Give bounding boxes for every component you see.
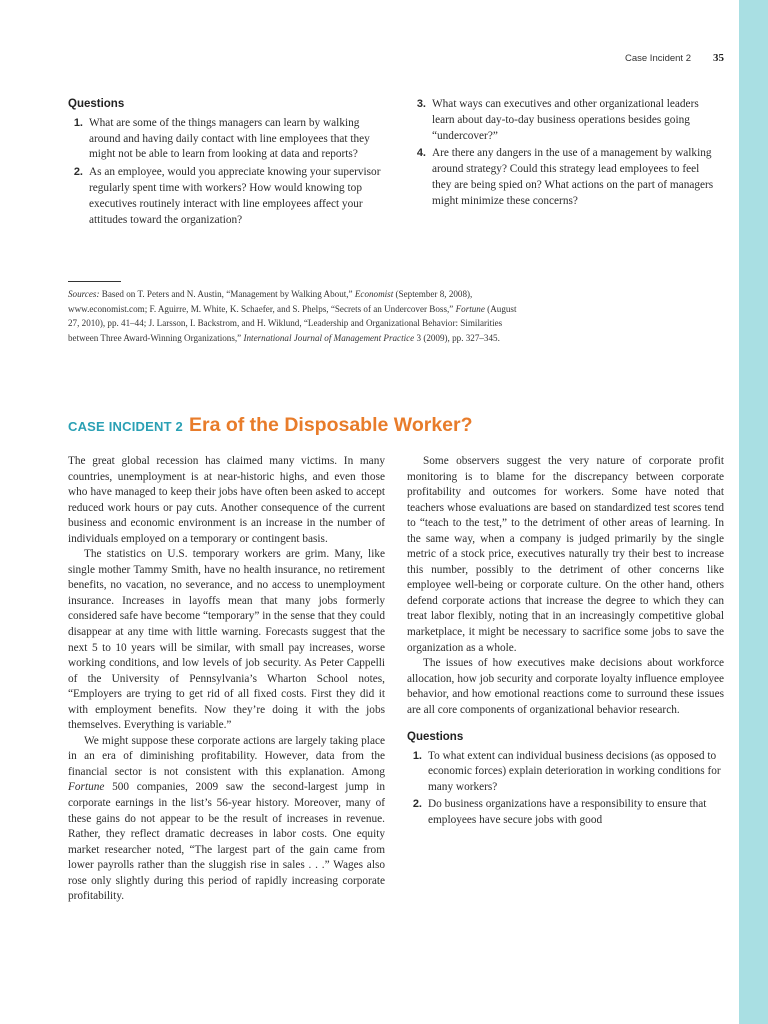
body-column-left [68,454,385,905]
side-color-band [739,0,768,1024]
question-item [68,116,384,163]
sources-text: (August 27, 2010), pp. 41–44; J. Larsson, I. Backstrom, and H. Wiklund, “Leadership and Organizational Behavior: Similarities between Three Award-Winning Organizations,” [68,303,517,343]
question-item [68,165,384,228]
body-paragraph: The statistics on U.S. temporary workers are grim. Many, like single mother Tammy Smith, have no health insurance, no retirement benefits, no vacation, no severance, and no access to unemployment insurance. Increases in layoffs mean that many jobs formerly considered safe have become “temporary” in the sense that they could disappear at any time with little warning. Forecasts suggest that the next 5 to 10 years will be similar, with small pay increases, worse working conditions, and low levels of job security. As Peter Cappelli of the University of Pennsylvania’s Wharton School notes, “Employers are trying to get rid of all fixed costs. First they did it with employment benefits. Now they’re doing it with the jobs themselves. Everything is variable.” [68,548,385,732]
questions-bottom [407,730,724,828]
body-text: 500 companies, 2009 saw the second-largest jump in corporate earnings in the list’s 56-year history. Moreover, many of these gains do not appear to be the result of increases in revenue. Rather, they reflect dramatic decreases in labor costs. One equity market researcher noted, “The largest part of the gain came from lower payrolls rather than the sluggish rise in sales . . .” Wages also rose only slightly during this period of rapidly increasing corporate profitability. [68,781,385,903]
questions-heading: Questions [68,98,125,110]
question-item [411,146,719,209]
footnote-rule [68,281,121,282]
question-number: 1. [73,116,83,129]
question-text: As an employee, would you appreciate knowing your supervisor regularly spent time with workers? How would knowing top executives routinely interact with line employees affect your attitudes toward the organization? [89,166,381,226]
case-title: Era of the Disposable Worker? [188,414,473,436]
question-number: 1. [412,749,422,762]
sources-journal: International Journal of Management Practice [243,332,415,343]
questions-top-right [411,97,719,212]
body-column-right [407,454,724,831]
sources-journal: Fortune [455,303,485,314]
sources-text: 3 (2009), pp. 327–345. [414,332,500,343]
question-item [411,97,719,144]
question-item [407,749,724,796]
body-paragraph-flow [68,734,385,905]
question-number: 2. [73,166,83,179]
body-paragraph: Some observers suggest the very nature of corporate profit monitoring is to blame for the discrepancy between corporate profitability and outcomes for workers. Some have noted that teachers whose evaluations are based on standardized test scores tend to “teach to the test,” to the detriment of other areas of learning. In the same way, when a company is judged primarily by the single metric of a stock price, executives naturally try their best to increase this number, possibly to the detriment of other concerns like employee well-being or corporate culture. On the other hand, others defend corporate actions that increase the degree to which they can treat labor flexibly, noting that in an increasingly competitive global marketplace, it might be necessary to sacrifice some jobs to save the organization as a whole. [407,455,724,654]
sources-note [68,287,524,345]
questions-top-left [68,97,384,230]
fortune-italic: Fortune [68,781,105,794]
case-label: CASE INCIDENT 2 [68,419,183,434]
sources-label: Sources: [68,289,100,299]
question-number: 4. [416,147,426,160]
body-paragraph: The great global recession has claimed many victims. In many countries, unemployment is at near-historic highs, and even those who have managed to keep their jobs have often been asked to accept reduced work hours or pay cuts. Another consequence of the current business and economic environment is an increase in the number of individuals employed on a temporary or contingent basis. [68,455,385,545]
question-text: To what extent can individual business decisions (as opposed to economic forces) explain deterioration in working conditions for many workers? [428,749,721,793]
question-number: 3. [416,98,426,110]
body-paragraph: The issues of how executives make decisions about workforce allocation, how job security and corporate loyalty influence employee behavior, and how emotional reactions come to surround these issues are all core components of organizational behavior research. [407,657,724,716]
question-text: Do business organizations have a responsibility to ensure that employees have secure jobs with good [428,798,707,827]
sources-journal: Economist [354,289,394,299]
question-text: What are some of the things managers can learn by walking around and having daily contact with line employees that they might not be able to learn from looking at data and reports? [89,116,370,161]
question-text: What ways can executives and other organizational leaders learn about day-to-day business operations besides going “undercover?” [432,98,699,142]
question-number: 2. [412,798,422,811]
question-item [407,797,724,828]
case-heading [68,414,473,437]
question-text: Are there any dangers in the use of a management by walking around strategy? Could this strategy lead employees to feel they are being spied on? What actions on the part of managers might minimize these concerns? [432,147,714,207]
running-title: Case Incident 2 [624,53,691,64]
body-text: We might suppose these corporate actions are largely taking place in an era of diminishing profitability. However, data from the financial sector is not consistent with this explanation. Among [68,734,385,778]
questions-heading: Questions [407,731,464,744]
running-header [560,52,724,64]
page-number: 35 [713,52,724,64]
sources-text: Based on T. Peters and N. Austin, “Management by Walking About,” [99,289,355,299]
sources-text: (September 8, 2008), www.economist.com; F. Aguirre, M. White, K. Schaefer, and S. Phelps, “Secrets of an Undercover Boss,” [68,289,473,314]
